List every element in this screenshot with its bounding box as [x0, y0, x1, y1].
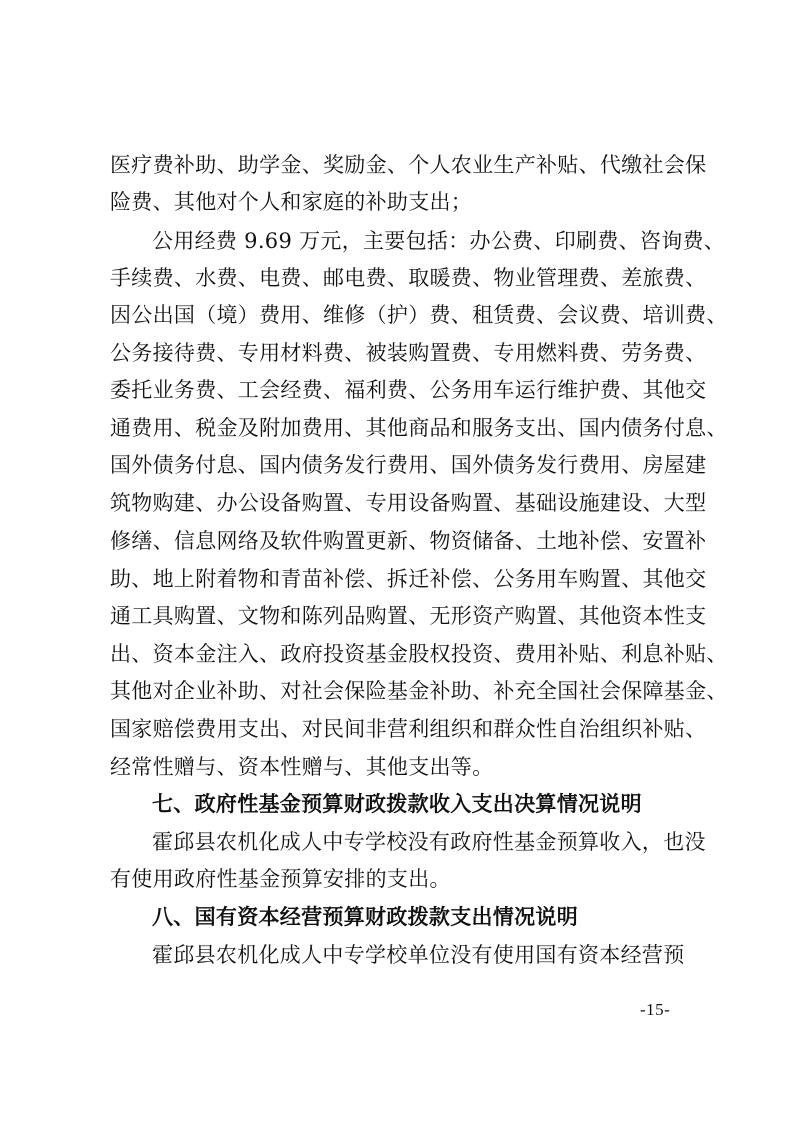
- page-number: -15-: [640, 1000, 671, 1019]
- body-text-line: 通费用、税金及附加费用、其他商品和服务支出、国内债务付息、: [110, 416, 728, 440]
- body-text-line: 通工具购置、文物和陈列品购置、无形资产购置、其他资本性支: [110, 604, 707, 628]
- section-heading: 七、政府性基金预算财政拨款收入支出决算情况说明: [152, 792, 642, 816]
- body-text-line: 修缮、信息网络及软件购置更新、物资储备、土地补偿、安置补: [110, 529, 707, 553]
- body-text-line: 国家赔偿费用支出、对民间非营利组织和群众性自治组织补贴、: [110, 717, 707, 741]
- body-text-line: 出、资本金注入、政府投资基金股权投资、费用补贴、利息补贴、: [110, 642, 728, 666]
- section-heading: 八、国有资本经营预算财政拨款支出情况说明: [152, 905, 578, 929]
- body-text-line: 因公出国（境）费用、维修（护）费、租赁费、会议费、培训费、: [110, 303, 728, 327]
- body-text-line: 霍邱县农机化成人中专学校没有政府性基金预算收入，也没: [152, 830, 706, 854]
- body-text-line: 霍邱县农机化成人中专学校单位没有使用国有资本经营预: [152, 943, 685, 967]
- body-text-line: 公用经费 9.69 万元，主要包括：办公费、印刷费、咨询费、: [152, 229, 726, 253]
- body-text-line: 有使用政府性基金预算安排的支出。: [110, 867, 451, 891]
- body-text-line: 其他对企业补助、对社会保险基金补助、补充全国社会保障基金、: [110, 679, 728, 703]
- body-text-line: 委托业务费、工会经费、福利费、公务用车运行维护费、其他交: [110, 378, 707, 402]
- body-text-line: 经常性赠与、资本性赠与、其他支出等。: [110, 755, 494, 779]
- body-text-line: 国外债务付息、国内债务发行费用、国外债务发行费用、房屋建: [110, 453, 707, 477]
- body-text-line: 筑物购建、办公设备购置、专用设备购置、基础设施建设、大型: [110, 491, 707, 515]
- body-text-line: 险费、其他对个人和家庭的补助支出；: [110, 190, 473, 214]
- body-text-line: 助、地上附着物和青苗补偿、拆迁补偿、公务用车购置、其他交: [110, 567, 707, 591]
- body-text-line: 公务接待费、专用材料费、被装购置费、专用燃料费、劳务费、: [110, 341, 707, 365]
- body-text-line: 手续费、水费、电费、邮电费、取暖费、物业管理费、差旅费、: [110, 266, 707, 290]
- body-text-line: 医疗费补助、助学金、奖励金、个人农业生产补贴、代缴社会保: [110, 153, 707, 177]
